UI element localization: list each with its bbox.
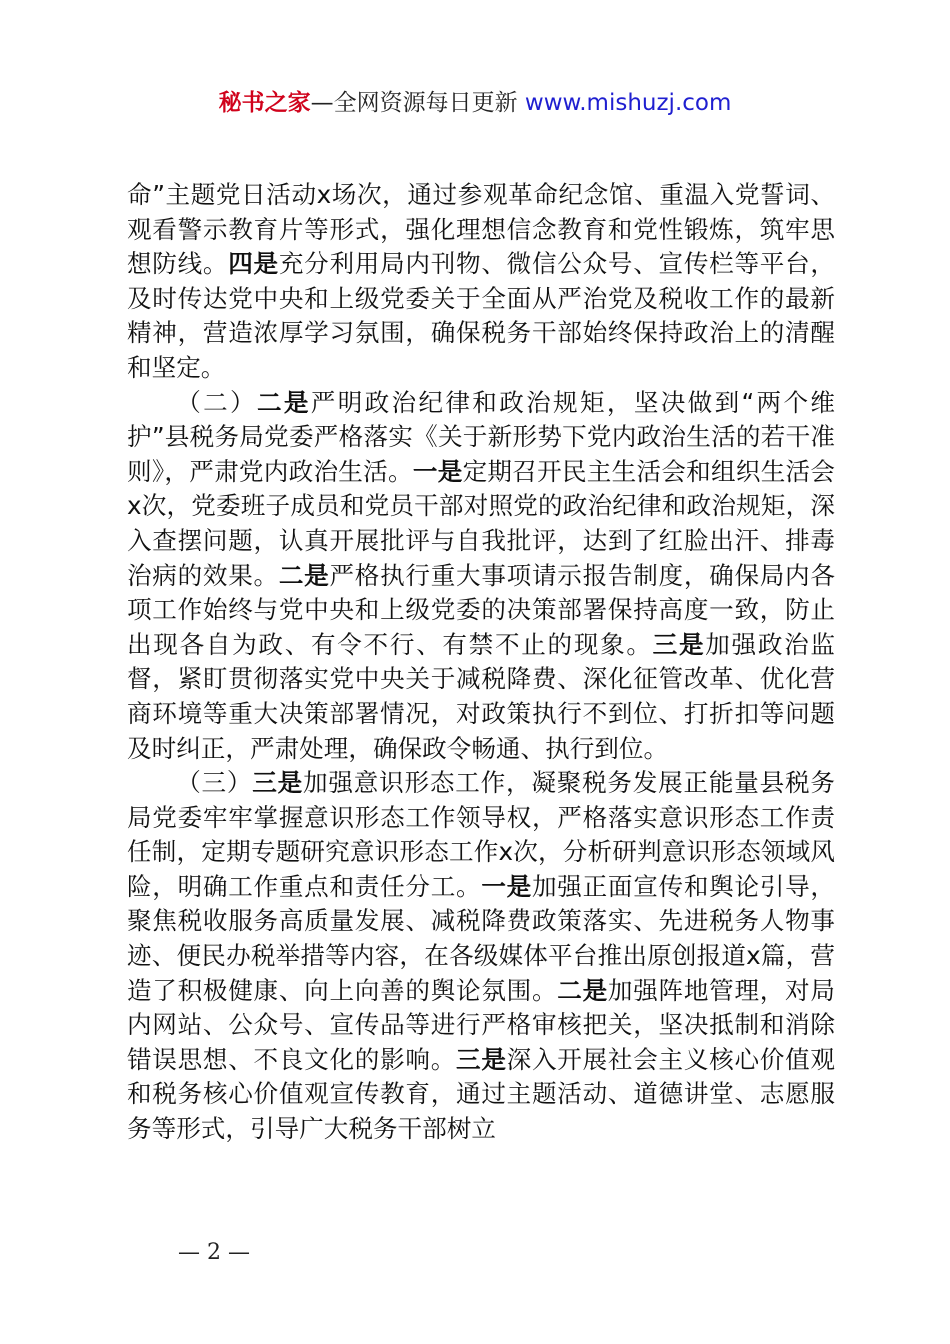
bold-enumerator: 三是 <box>652 629 706 659</box>
bold-enumerator: 二是 <box>256 387 311 417</box>
paragraph-text: 加强正面宣传和舆论引导，聚焦税收服务高质量发展、减税降费政策落实、先进税务人物事迹、便民办税举措等内容，在各级媒体平台推出原创报道x篇，营造了积极健康、向上向善的舆论氛围。 <box>127 871 835 1005</box>
bold-enumerator: 二是 <box>557 975 608 1005</box>
document-body <box>127 178 835 1147</box>
bold-enumerator: 一是 <box>412 456 463 486</box>
paragraph-text: （二） <box>176 387 257 417</box>
paragraph-text: 充分利用局内刊物、微信公众号、宣传栏等平台，及时传达党中央和上级党委关于全面从严治党及税收工作的最新精神，营造浓厚学习氛围，确保税务干部始终保持政治上的清醒和坚定。 <box>127 249 835 382</box>
page-number: — 2 — <box>178 1240 250 1265</box>
bold-enumerator: 三是 <box>252 768 304 798</box>
paragraph-text: 加强阵地管理，对局内网站、公众号、宣传品等进行严格审核把关，坚决抵制和消除错误思想、不良文化的影响。 <box>127 975 835 1074</box>
paragraph-text: 加强政治监督，紧盯贯彻落实党中央关于减税降费、深化征管改革、优化营商环境等重大决策部署情况，对政策执行不到位、打折扣等问题及时纠正，严肃处理，确保政令畅通、执行到位。 <box>127 629 835 763</box>
bold-enumerator: 一是 <box>481 871 532 901</box>
bold-enumerator: 三是 <box>456 1044 507 1074</box>
brand-name: 秘书之家 <box>218 90 311 116</box>
paragraph <box>127 766 835 1147</box>
paragraph-text: 严明政治纪律和政治规矩，坚决做到“两个维护”县税务局党委严格落实《关于新形势下党内政治生活的若干准则》，严肃党内政治生活。 <box>127 387 835 486</box>
header-tagline: 全网资源每日更新 <box>333 90 518 116</box>
site-header <box>0 86 950 120</box>
paragraph-text: 命”主题党日活动x场次，通过参观革命纪念馆、重温入党誓词、观看警示教育片等形式，强化理想信念教育和党性锻炼，筑牢思想防线。 <box>127 180 835 279</box>
paragraph <box>127 386 835 767</box>
paragraph-text: （三） <box>176 768 253 798</box>
paragraph-text: 严格执行重大事项请示报告制度，确保局内各项工作始终与党中央和上级党委的决策部署保持高度一致，防止出现各自为政、有令不行、有禁不止的现象。 <box>127 560 835 659</box>
paragraph <box>127 178 835 386</box>
paragraph-text: 深入开展社会主义核心价值观和税务核心价值观宣传教育，通过主题活动、道德讲堂、志愿服务等形式，引导广大税务干部树立 <box>127 1044 835 1144</box>
bold-enumerator: 二是 <box>278 560 330 590</box>
site-url-link[interactable]: www.mishuzj.com <box>524 90 732 116</box>
paragraph-text: 加强意识形态工作，凝聚税务发展正能量县税务局党委牢牢掌握意识形态工作领导权，严格落实意识形态工作责任制，定期专题研究意识形态工作x次，分析研判意识形态领域风险，明确工作重点和责任分工。 <box>127 768 835 901</box>
bold-enumerator: 四是 <box>228 249 279 279</box>
header-separator: — <box>310 90 334 116</box>
paragraph-text: 定期召开民主生活会和组织生活会x次，党委班子成员和党员干部对照党的政治纪律和政治规矩，深入查摆问题，认真开展批评与自我批评，达到了红脸出汗、排毒治病的效果。 <box>127 456 835 590</box>
